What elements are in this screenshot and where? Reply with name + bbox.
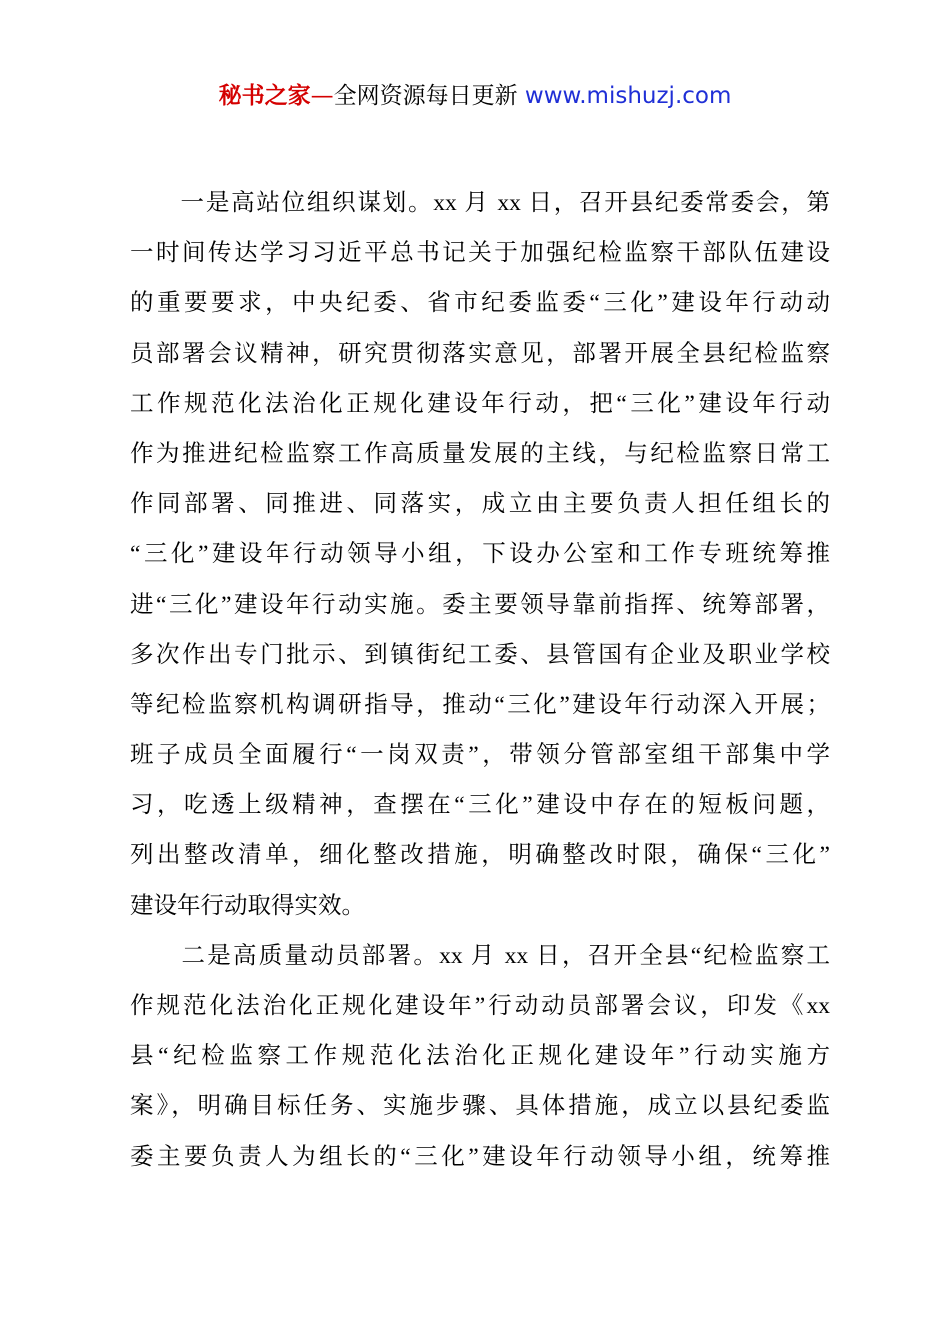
paragraph-2	[130, 931, 830, 1182]
text-line: 进“三化”建设年行动实施。委主要领导靠前指挥、统筹部署，	[130, 591, 830, 618]
paragraph-1	[130, 178, 830, 931]
header-dash: —	[310, 83, 334, 109]
text-line: “三化”建设年行动领导小组，下设办公室和工作专班统筹推	[130, 541, 830, 568]
text-line: 的重要要求，中央纪委、省市纪委监委“三化”建设年行动动	[130, 290, 830, 317]
text-line: 班子成员全面履行“一岗双责”，带领分管部室组干部集中学	[130, 742, 830, 769]
text-line: 一是高站位组织谋划。xx 月 xx 日，召开县纪委常委会，第	[130, 190, 830, 216]
text-line: 建设年行动取得实效。	[130, 892, 365, 919]
header-brand: 秘书之家	[218, 83, 311, 109]
header-site-url[interactable]: www.mishuzj.com	[524, 83, 732, 109]
text-line: 委主要负责人为组长的“三化”建设年行动领导小组，统筹推	[130, 1143, 830, 1170]
text-line: 列出整改清单，细化整改措施，明确整改时限，确保“三化”	[130, 842, 830, 869]
text-line: 作为推进纪检监察工作高质量发展的主线，与纪检监察日常工	[130, 440, 830, 467]
header-tagline: 全网资源每日更新	[333, 83, 518, 109]
text-line: 一时间传达学习习近平总书记关于加强纪检监察干部队伍建设	[130, 240, 830, 267]
text-line: 案》，明确目标任务、实施步骤、具体措施，成立以县纪委监	[130, 1093, 830, 1120]
document-body	[130, 178, 830, 1182]
page-header	[0, 80, 950, 112]
text-line: 多次作出专门批示、到镇街纪工委、县管国有企业及职业学校	[130, 641, 830, 668]
text-line: 工作规范化法治化正规化建设年行动，把“三化”建设年行动	[130, 390, 830, 417]
text-line: 等纪检监察机构调研指导，推动“三化”建设年行动深入开展；	[130, 691, 830, 718]
text-line: 员部署会议精神，研究贯彻落实意见，部署开展全县纪检监察	[130, 340, 830, 367]
text-line: 作规范化法治化正规化建设年”行动动员部署会议，印发《xx	[130, 993, 830, 1019]
text-line: 县“纪检监察工作规范化法治化正规化建设年”行动实施方	[130, 1043, 830, 1070]
text-line: 作同部署、同推进、同落实，成立由主要负责人担任组长的	[130, 491, 830, 518]
text-line: 二是高质量动员部署。xx 月 xx 日，召开全县“纪检监察工	[130, 942, 830, 969]
text-line: 习，吃透上级精神，查摆在“三化”建设中存在的短板问题，	[130, 792, 830, 819]
